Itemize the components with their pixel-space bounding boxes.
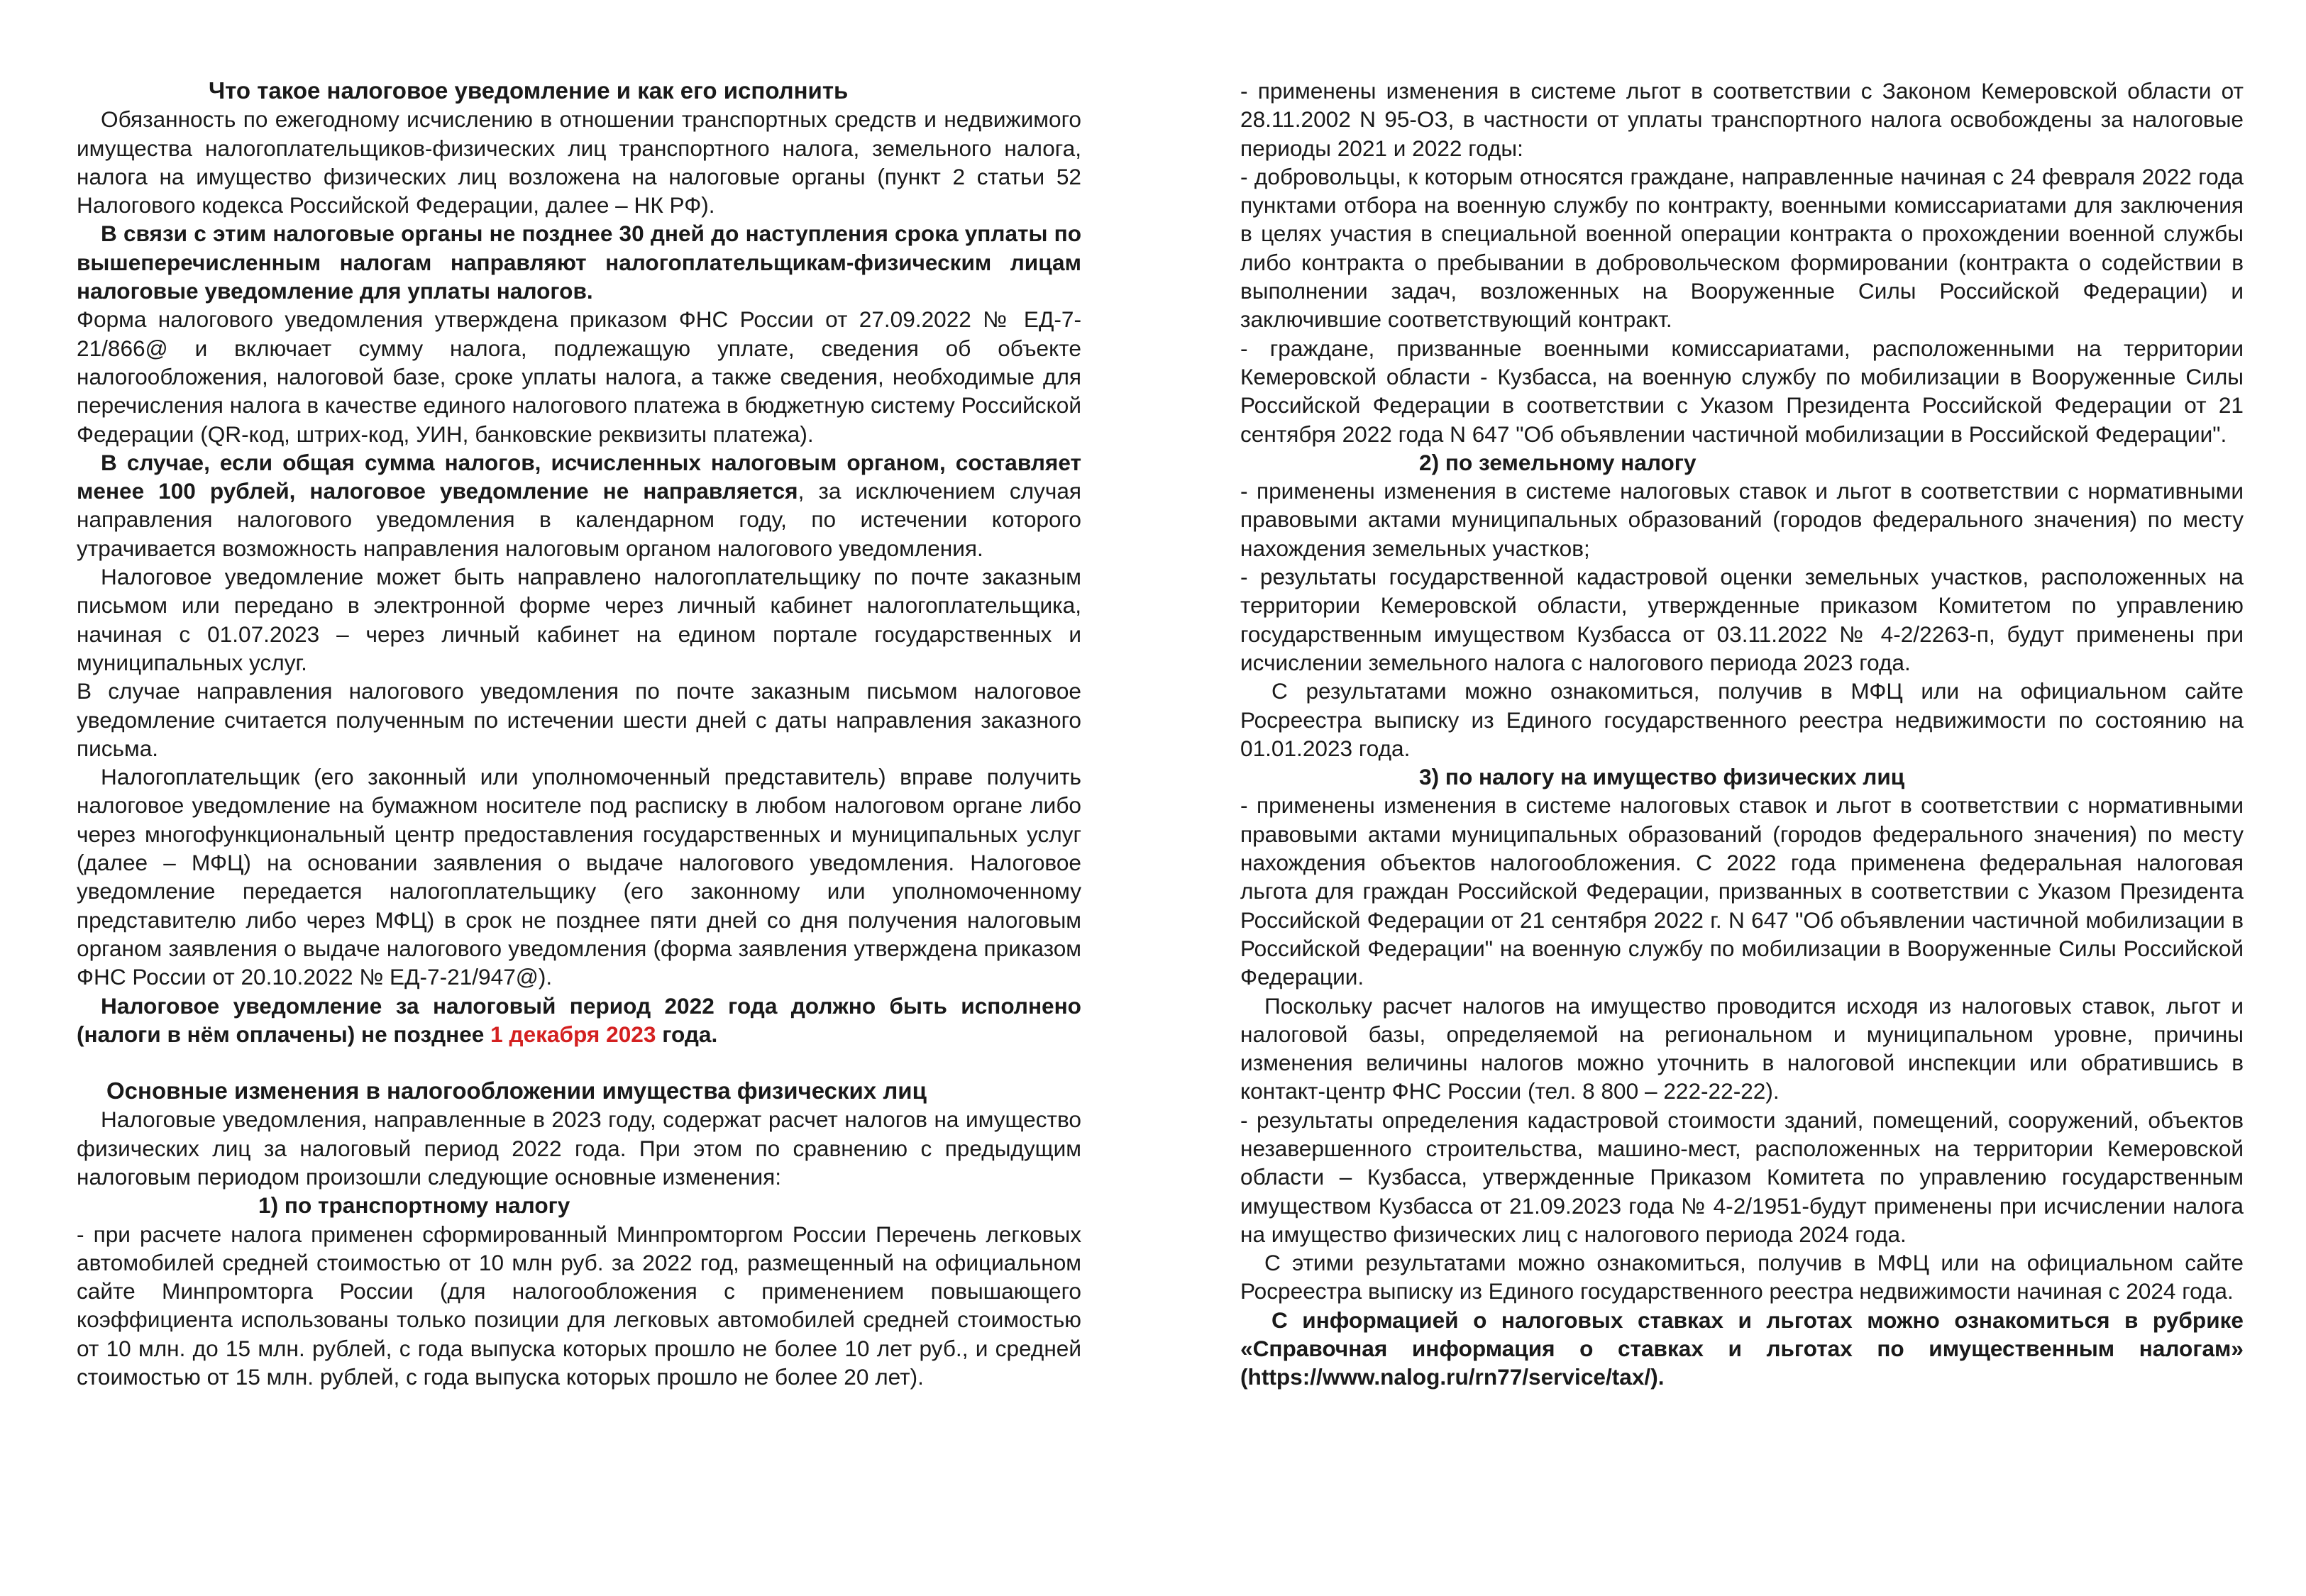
info-link-paragraph: С информацией о налоговых ставках и льготах можно ознакомиться в рубрике «Справочная информация о ставках и льготах по имущественным налогам» (https://www.nalog.ru/rn77/service/tax/). <box>1240 1307 2244 1390</box>
paragraph: Налоговые уведомления, направленные в 2023 году, содержат расчет налогов на имущество физических лиц за налоговый период 2022 года. При этом по сравнению с предыдущим налоговым периодом произошли следующие основные изменения: <box>77 1107 1081 1190</box>
bold-text: В случае, если общая сумма налогов, исчисленных налоговым органом, составляет менее 100 рублей, налоговое уведомление не направляется <box>77 449 1081 504</box>
paragraph: С результатами можно ознакомиться, получив в МФЦ или на официальном сайте Росреестра выписку из Единого государственного реестра недвижимости по состоянию на 01.01.2023 года. <box>1240 678 2244 761</box>
left-column <box>77 77 1081 1391</box>
paragraph: Налогоплательщик (его законный или уполномоченный представитель) вправе получить налоговое уведомление на бумажном носителе под расписку в любом налоговом органе либо через многофункциональный центр предоставления государственных и муниципальных услуг (далее – МФЦ) на основании заявления о выдаче налогового уведомления. Налоговое уведомление передается налогоплательщику (его законному или уполномоченному представителю либо через МФЦ) в срок не позднее пяти дней со дня получения налоговым органом заявления о выдаче налогового уведомления (форма заявления утверждена приказом ФНС России от 20.10.2022 № ЕД-7-21/947@). <box>77 764 1081 990</box>
paragraph <box>77 448 1081 563</box>
paragraph: С этими результатами можно ознакомиться, получив в МФЦ или на официальном сайте Росреестра выписку из Единого государственного реестра недвижимости начиная с 2024 года. <box>1240 1250 2244 1304</box>
paragraph: В случае направления налогового уведомления по почте заказным письмом налоговое уведомление считается полученным по истечении шести дней с даты направления заказного письма. <box>77 678 1081 761</box>
paragraph-bold: В связи с этим налоговые органы не позднее 30 дней до наступления срока уплаты по вышеперечисленным налогам направляют налогоплательщикам-физическим лицам налоговые уведомление для уплаты налогов. <box>77 221 1081 304</box>
deadline-text-end: года. <box>656 1021 718 1047</box>
paragraph: - применены изменения в системе льгот в соответствии с Законом Кемеровской области от 28.11.2002 N 95-ОЗ, в частности от уплаты транспортного налога освобождены за налоговые периоды 2021 и 2022 годы: <box>1240 78 2244 161</box>
section-title: Основные изменения в налогообложении имущества физических лиц <box>106 1077 927 1104</box>
right-column <box>1240 77 2244 1392</box>
deadline-date: 1 декабря 2023 <box>490 1021 656 1047</box>
paragraph: - добровольцы, к которым относятся граждане, направленные начиная с 24 февраля 2022 года пунктами отбора на военную службу по контракту, военными комиссариатами для заключения в целях участия в специальной военной операции контракта о прохождении военной службы либо контракта о пребывании в добровольческом формировании (контракта о содействии в выполнении задач, возложенных на Вооруженные Силы Российской Федерации) и заключившие соответствующий контракт. <box>1240 163 2244 333</box>
deadline-paragraph <box>77 992 1081 1049</box>
page-title: Что такое налоговое уведомление и как его исполнить <box>209 77 849 104</box>
deadline-text: Налоговое уведомление за налоговый период 2022 года должно быть исполнено (налоги в нём оплачены) не позднее <box>77 992 1081 1047</box>
subsection-heading: 3) по налогу на имущество физических лиц <box>1419 764 1905 790</box>
paragraph: - при расчете налога применен сформированный Минпромторгом России Перечень легковых автомобилей средней стоимостью от 10 млн руб. за 2022 год, размещенный на официальном сайте Минпромторга России (для налогообложения с применением повышающего коэффициента использованы только позиции для легковых автомобилей средней стоимостью от 10 млн. до 15 млн. рублей, с года выпуска которых прошло не более 10 лет руб., и средней стоимостью от 15 млн. рублей, с года выпуска которых прошло не более 20 лет). <box>77 1221 1081 1390</box>
paragraph: Форма налогового уведомления утверждена приказом ФНС России от 27.09.2022 № ЕД-7-21/866@ и включает сумму налога, подлежащую уплате, сведения об объекте налогообложения, налоговой базе, сроке уплаты налога, а также сведения, необходимые для перечисления налога в качестве единого налогового платежа в бюджетную систему Российской Федерации (QR-код, штрих-код, УИН, банковские реквизиты платежа). <box>77 306 1081 447</box>
paragraph: Поскольку расчет налогов на имущество проводится исходя из налоговых ставок, льгот и налоговой базы, определяемой на региональном и муниципальном уровне, причины изменения величины налогов можно уточнить в налоговой инспекции или обратившись в контакт-центр ФНС России (тел. 8 800 – 222-22-22). <box>1240 992 2244 1104</box>
paragraph: - применены изменения в системе налоговых ставок и льгот в соответствии с нормативными правовыми актами муниципальных образований (городов федерального значения) по месту нахождения объектов налогообложения. С 2022 года применена федеральная налоговая льгота для граждан Российской Федерации, призванных в соответствии с Указом Президента Российской Федерации от 21 сентября 2022 г. N 647 "Об объявлении частичной мобилизации в Российской Федерации" на военную службу по мобилизации в Вооруженные Силы Российской Федерации. <box>1240 792 2244 990</box>
paragraph: - граждане, призванные военными комиссариатами, расположенными на территории Кемеровской области - Кузбасса, на военную службу по мобилизации в Вооруженные Силы Российской Федерации в соответствии с Указом Президента Российской Федерации от 21 сентября 2022 года N 647 "Об объявлении частичной мобилизации в Российской Федерации". <box>1240 335 2244 447</box>
paragraph: Налоговое уведомление может быть направлено налогоплательщику по почте заказным письмом или передано в электронной форме через личный кабинет налогоплательщика, начиная с 01.07.2023 – через личный кабинет на едином портале государственных и муниципальных услуг. <box>77 564 1081 675</box>
subsection-heading: 1) по транспортному налогу <box>258 1192 570 1219</box>
regular-text: , за исключением случая направления налогового уведомления в календарном году, по истечении которого утрачивается возможность направления налоговым органом налогового уведомления. <box>77 478 1081 561</box>
paragraph: - применены изменения в системе налоговых ставок и льгот в соответствии с нормативными правовыми актами муниципальных образований (городов федерального значения) по месту нахождения земельных участков; <box>1240 478 2244 561</box>
paragraph: Обязанность по ежегодному исчислению в отношении транспортных средств и недвижимого имущества налогоплательщиков-физических лиц транспортного налога, земельного налога, налога на имущество физических лиц возложена на налоговые органы (пункт 2 статьи 52 Налогового кодекса Российской Федерации, далее – НК РФ). <box>77 106 1081 218</box>
paragraph: - результаты государственной кадастровой оценки земельных участков, расположенных на территории Кемеровской области, утвержденные приказом Комитетом по управлению государственным имуществом Кузбасса от 03.11.2022 № 4-2/2263-п, будут применены при исчислении земельного налога с налогового периода 2023 года. <box>1240 564 2244 675</box>
paragraph: - результаты определения кадастровой стоимости зданий, помещений, сооружений, объектов незавершенного строительства, машино-мест, расположенных на территории Кемеровской области – Кузбасса, утвержденные Приказом Комитета по управлению государственным имуществом Кузбасса от 21.09.2023 года № 4-2/1951-будут применены при исчислении налога на имущество физических лиц с налогового периода 2024 года. <box>1240 1107 2244 1247</box>
subsection-heading: 2) по земельному налогу <box>1419 449 1697 475</box>
